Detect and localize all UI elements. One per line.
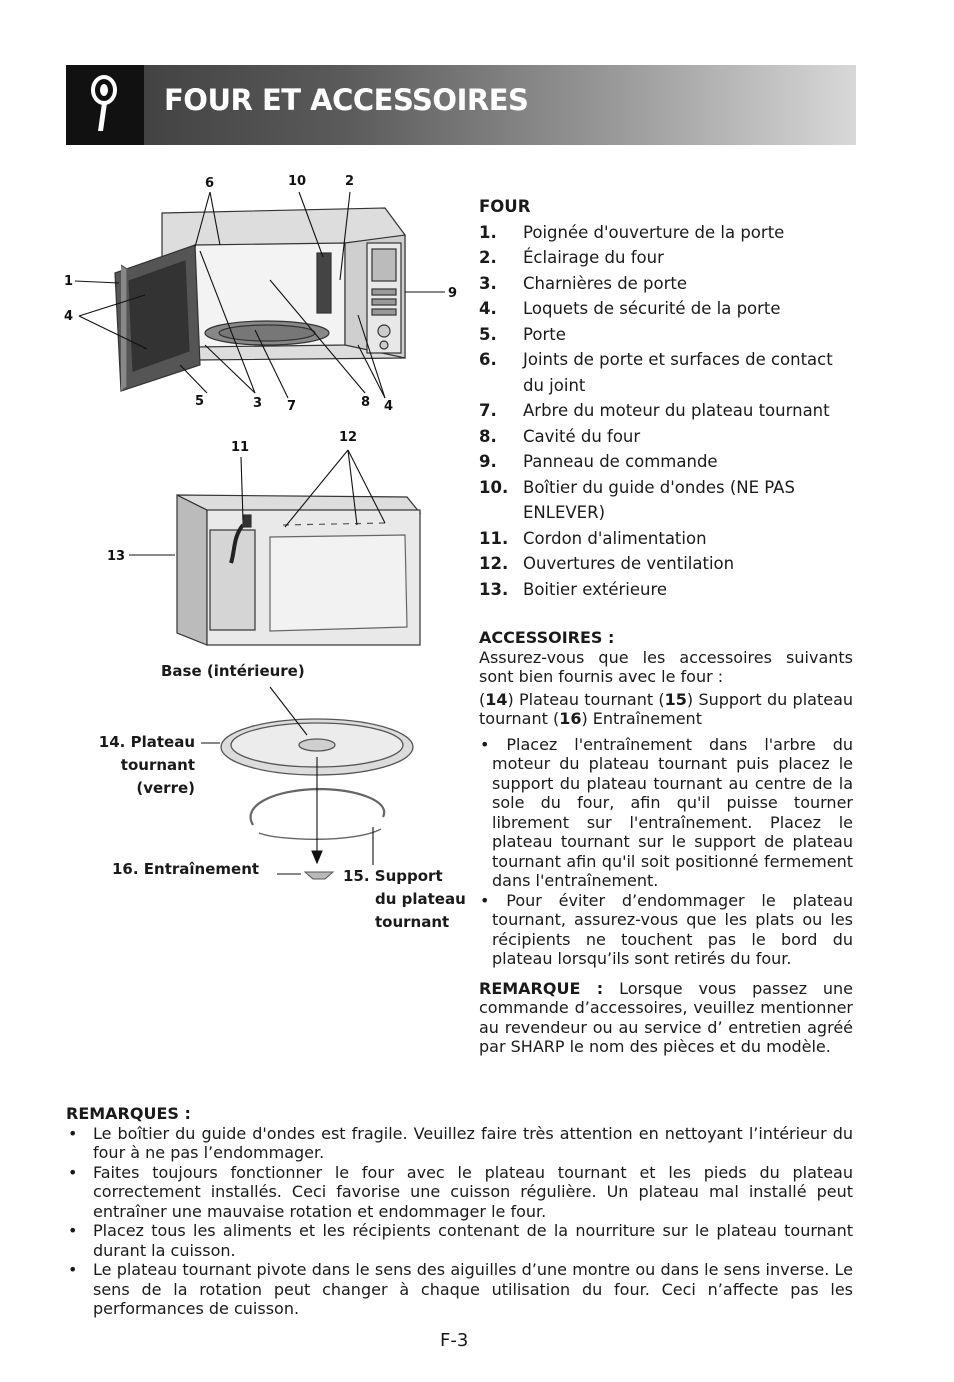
list-item [479,424,853,450]
oven-back-illustration [177,495,420,645]
item-number: 12. [479,554,509,573]
callout-2: 2 [345,174,355,189]
list-item: • Faites toujours fonctionner le four avec le plateau tournant et les pieds du plateau correctement installés. Ceci favorise une cuisson régulière. Un plateau mal installé peut entraîner une mauvaise rotation et endommager le four. [66,1163,853,1222]
support-label-line: tournant [375,913,450,931]
item-text: Loquets de sécurité de la porte [523,299,781,318]
remarques-section [66,1104,853,1319]
page-title: FOUR ET ACCESSOIRES [164,83,529,117]
item-number: 9. [479,452,497,471]
callout-9: 9 [448,286,458,301]
remarque-label: REMARQUE : [479,978,604,998]
list-item [479,347,853,398]
item-number: 10. [479,477,509,497]
turntable-label [88,731,195,800]
support-label [343,865,466,934]
list-item [479,245,853,271]
list-item [479,449,853,475]
list-item: • Le plateau tournant pivote dans le sens des aiguilles d’une montre ou dans le sens inverse. Le sens de la rotation peut changer à chaque utilisation du four. Ceci n’affecte pas les performances de cuisson. [66,1260,853,1319]
item-text: Éclairage du four [523,248,664,267]
coupler-illustration [305,872,333,879]
acc-text: ) Support du plateau tournant ( [479,689,854,728]
callout-8: 8 [361,395,371,410]
pin-tack-icon [66,65,144,145]
item-number: 7. [479,401,497,420]
remarque-paragraph [479,979,853,1057]
acc-number: 16 [559,709,582,728]
list-item [479,398,853,424]
four-list [479,220,853,603]
list-item [479,322,853,348]
support-label-line: 15. Support [343,867,443,885]
item-number: 3. [479,273,497,293]
item-text: Cordon d'alimentation [523,528,707,548]
accessoires-bullet: • Pour éviter d’endommager le plateau tournant, assurez-vous que les plats ou les récipients ne touchent pas le bord du plateau lorsqu’ils sont retirés du four. [480,890,853,968]
four-section [479,194,853,602]
accessoires-title: ACCESSOIRES : [479,628,615,647]
callout-10: 10 [288,174,307,189]
callout-7: 7 [287,399,297,414]
item-text: Arbre du moteur du plateau tournant [523,401,830,420]
item-text: Ouvertures de ventilation [523,554,735,573]
acc-number: 15 [664,689,687,709]
item-text: Porte [523,324,566,344]
item-number: 4. [479,299,497,318]
list-item [479,475,853,526]
header-icon-box [66,65,144,145]
acc-text: ) Entraînement [581,709,702,728]
turntable-label-line: tournant [120,756,195,774]
item-number: 11. [479,528,509,548]
four-title: FOUR [479,197,531,216]
base-label: Base (intérieure) [161,662,305,680]
callout-5: 5 [195,394,205,409]
remarques-list [66,1124,853,1319]
list-item [479,296,853,322]
turntable-label-line: (verre) [136,779,195,797]
turntable-label-line: 14. Plateau [98,733,195,751]
accessoires-section [479,628,853,1057]
callout-12: 12 [339,430,358,445]
item-text: Cavité du four [523,426,641,446]
list-item [479,220,853,246]
list-item: • Le boîtier du guide d'ondes est fragile. Veuillez faire très attention en nettoyant l’intérieur du four à ne pas l’endommager. [66,1124,853,1163]
section-header [66,65,856,145]
accessory-leader-lines [201,687,373,874]
callout-3: 3 [253,396,263,411]
item-number: 1. [479,222,497,242]
acc-text: ) Plateau tournant ( [507,689,665,709]
callout-13: 13 [107,549,126,564]
list-item [479,551,853,577]
item-number: 8. [479,426,497,446]
callout-4-left: 4 [64,309,74,324]
item-text: Boitier extérieure [523,579,668,599]
list-item [479,526,853,552]
callout-11: 11 [231,440,250,455]
callout-4-right: 4 [384,399,394,414]
list-item [479,577,853,603]
accessoires-intro: Assurez-vous que les accessoires suivants sont bien fournis avec le four : [479,647,853,686]
list-item: • Placez tous les aliments et les récipients contenant de la nourriture sur le plateau tournant durant la cuisson. [66,1221,853,1260]
oven-diagram [55,165,480,945]
item-text: Panneau de commande [523,452,718,471]
item-number: 13. [479,579,509,599]
item-text: Joints de porte et surfaces de contact du joint [523,350,833,395]
acc-number: 14 [485,689,508,709]
support-label-line: du plateau [375,890,466,908]
callout-6: 6 [205,176,215,191]
item-number: 6. [479,350,497,369]
remarques-title: REMARQUES : [66,1104,191,1123]
coupler-label: 16. Entraînement [112,860,260,878]
accessoires-bullet: • Placez l'entraînement dans l'arbre du moteur du plateau tournant puis placez le support du plateau tournant au centre de la sole du four, afin qu'il puisse tourner librement sur l'entraînement. Placez le plateau tournant sur le support de plateau tournant afin qu'il soit positionné fermement dans l'entraînement. [480,734,853,890]
item-number: 2. [479,248,497,267]
oven-front-illustration [115,208,405,391]
accessoires-list [479,690,853,729]
list-item [479,271,853,297]
acc-text: ( [479,689,486,709]
item-text: Boîtier du guide d'ondes (NE PAS ENLEVER) [523,477,795,522]
callout-1: 1 [64,274,74,289]
item-text: Poignée d'ouverture de la porte [523,222,785,242]
remarque-text: Lorsque vous passez une commande d’accessoires, veuillez mentionner au revendeur ou au service d’ entretien agréé par SHARP le nom des pièces et du modèle. [479,978,853,1056]
page-number: F-3 [440,1330,469,1351]
item-number: 5. [479,324,497,344]
item-text: Charnières de porte [523,273,688,293]
